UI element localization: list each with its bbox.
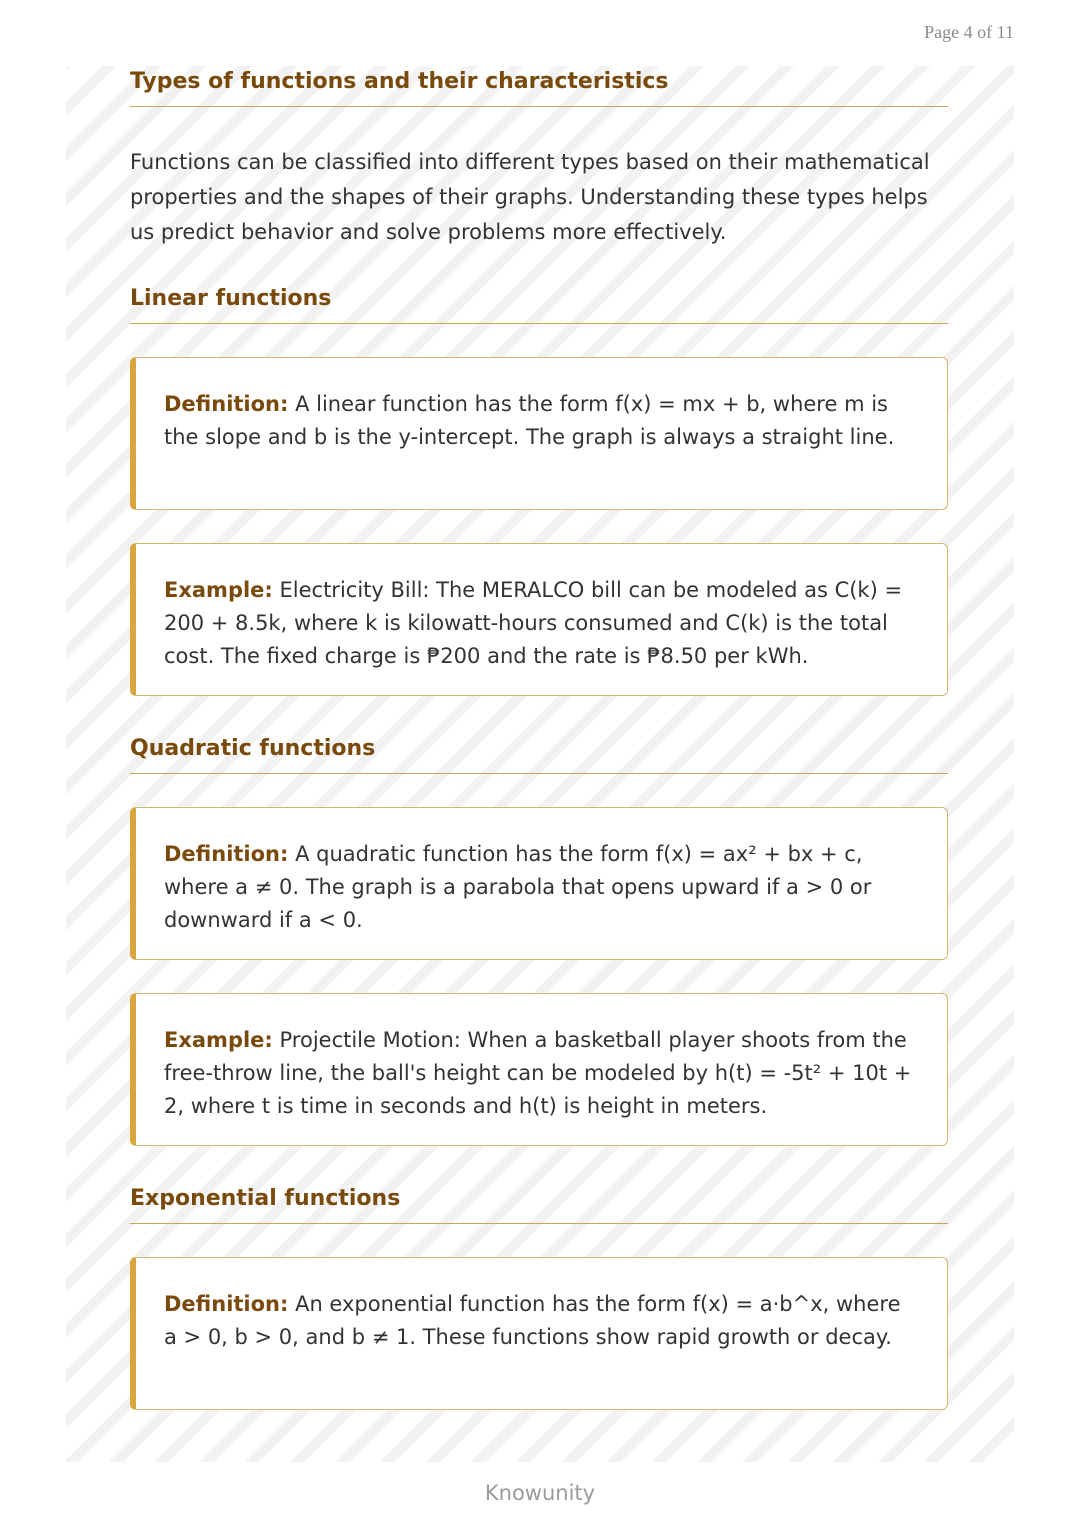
definition-label: Definition: xyxy=(164,842,289,866)
definition-label: Definition: xyxy=(164,392,289,416)
page-title: Types of functions and their characteristics xyxy=(130,69,948,107)
definition-text: An exponential function has the form f(x) = a·b^x, where a > 0, b > 0, and b ≠ 1. These functions show rapid growth or decay. xyxy=(164,1292,901,1349)
definition-text: A linear function has the form f(x) = mx + b, where m is the slope and b is the y-intercept. The graph is always a straight line. xyxy=(164,392,895,449)
intro-paragraph: Functions can be classified into different types based on their mathematical properties and the shapes of their graphs. Understanding these types helps us predict behavior and solve problems more effectively. xyxy=(130,150,930,244)
footer-brand: Knowunity xyxy=(484,1481,596,1505)
example-box-linear xyxy=(130,543,948,696)
definition-box-exponential xyxy=(130,1257,948,1410)
example-text: Electricity Bill: The MERALCO bill can be modeled as C(k) = 200 + 8.5k, where k is kilowatt-hours consumed and C(k) is the total cost. The fixed charge is ₱200 and the rate is ₱8.50 per kWh. xyxy=(164,578,903,668)
example-label: Example: xyxy=(164,1028,273,1052)
example-text: Projectile Motion: When a basketball player shoots from the free-throw line, the ball's height can be modeled by h(t) = -5t² + 10t + 2, where t is time in seconds and h(t) is height in meters. xyxy=(164,1028,912,1118)
section-heading-exponential: Exponential functions xyxy=(130,1186,948,1224)
definition-box-quadratic xyxy=(130,807,948,960)
content-column xyxy=(130,66,948,1410)
section-heading-quadratic: Quadratic functions xyxy=(130,736,948,774)
example-label: Example: xyxy=(164,578,273,602)
example-box-quadratic xyxy=(130,993,948,1146)
page-content xyxy=(66,66,1014,1462)
definition-label: Definition: xyxy=(164,1292,289,1316)
definition-text: A quadratic function has the form f(x) = ax² + bx + c, where a ≠ 0. The graph is a parabola that opens upward if a > 0 or downward if a < 0. xyxy=(164,842,872,932)
section-heading-linear: Linear functions xyxy=(130,286,948,324)
page-number: Page 4 of 11 xyxy=(924,22,1014,42)
definition-box-linear xyxy=(130,357,948,510)
